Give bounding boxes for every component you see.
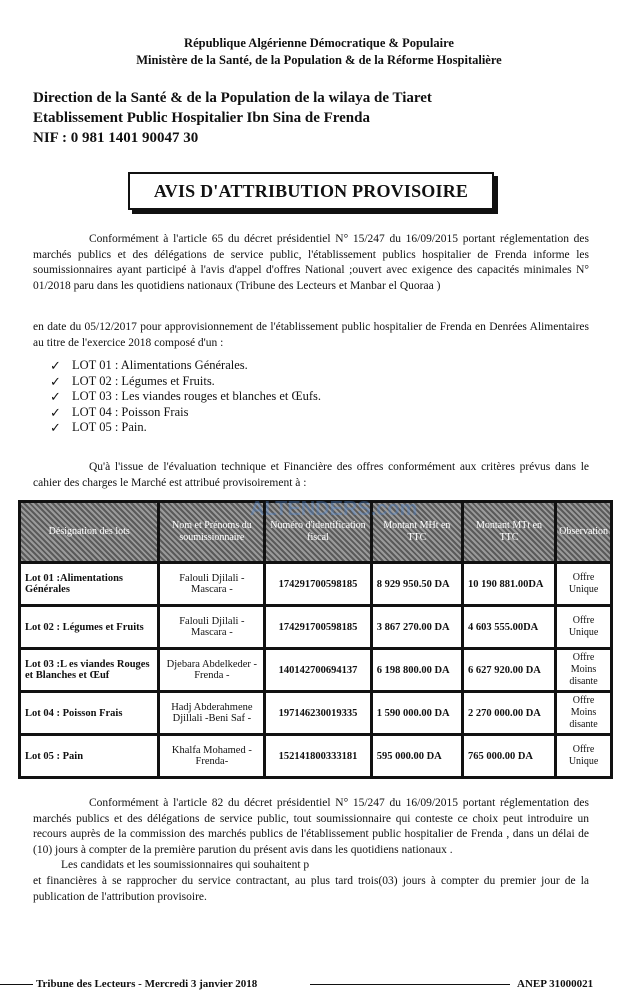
header-mht: Montant MHt en TTC xyxy=(373,503,461,561)
candidats-paragraph: Les candidats et les soumissionnaires qui souhaitent p xyxy=(61,859,310,871)
cell-observation: Offre Unique xyxy=(557,607,610,647)
table-row xyxy=(21,607,610,647)
table-row xyxy=(21,736,610,776)
header-observation: Observation xyxy=(557,503,610,561)
intro-paragraph xyxy=(33,232,589,294)
lot-item: ✓ LOT 01 : Alimentations Générales. xyxy=(50,358,248,373)
recours-paragraph: Conformément à l'article 82 du décret présidentiel N° 15/247 du 16/09/2015 portant réglementation des marchés publics et des délégations de service public, tout soumissionnaire qui conteste ce choix peut introduire un recours auprès de la commission des marchés publics de l'établissement public hospitalier de Frenda , dans un délai de (10) jours à compter de la première parution du présent avis dans les quotidiens nationaux . xyxy=(33,797,589,856)
header-nif: NIF : 0 981 1401 90047 30 xyxy=(33,130,199,146)
footer-rule-left xyxy=(0,984,34,985)
watermark: ALTENDERS.com xyxy=(250,498,418,520)
cell-mttc: 2 270 000.00 DA xyxy=(464,693,554,733)
cell-mht: 595 000.00 DA xyxy=(373,736,461,776)
cell-mht: 3 867 270.00 DA xyxy=(373,607,461,647)
intro-p1: Conformément à l'article 65 du décret présidentiel N° 15/247 du 16/09/2015 portant réglementation des marchés publics et des délégations de service public, l'établissement publics hospitalier de Frenda informe les soumissionnaires ayant participé à l'avis d'appel d'offres National ;ouvert avec exigence des capacités minimales N° 01/2018 paru dans les quotidiens nationaux (Tribune des Lecteurs et Manbar el Quoraa ) xyxy=(33,233,589,292)
cell-nom: Falouli Djilali - Mascara - xyxy=(160,607,263,647)
cell-nom: Falouli Djilali - Mascara - xyxy=(160,564,263,604)
cell-nom: Hadj Abderahmene Djillali -Beni Saf - xyxy=(160,693,263,733)
cell-designation: Lot 01 :Alimentations Générales xyxy=(21,564,157,604)
cell-observation: Offre Unique xyxy=(557,564,610,604)
evaluation-paragraph: Qu'à l'issue de l'évaluation technique et Financière des offres conformément aux critères prévus dans le cahier des charges le Marché est attribué provisoirement à : xyxy=(33,461,589,489)
table-row xyxy=(21,650,610,690)
lot-item: ✓ LOT 02 : Légumes et Fruits. xyxy=(50,373,215,389)
footer-publication: Tribune des Lecteurs - Mercredi 3 janvier 2018 xyxy=(33,978,260,990)
cell-mttc: 10 190 881.00DA xyxy=(464,564,554,604)
cell-mht: 8 929 950.50 DA xyxy=(373,564,461,604)
cell-nif: 197146230019335 xyxy=(266,693,369,733)
document-title: AVIS D'ATTRIBUTION PROVISOIRE xyxy=(128,172,494,210)
cell-nom: Djebara Abdelkeder -Frenda - xyxy=(160,650,263,690)
cell-nif: 140142700694137 xyxy=(266,650,369,690)
intro-p2: en date du 05/12/2017 pour approvisionnement de l'établissement public hospitalier de Frenda en Denrées Alimentaires au titre de l'exercice 2018 composé d'un : xyxy=(33,321,589,349)
cell-designation: Lot 04 : Poisson Frais xyxy=(21,693,157,733)
checkmark-icon: ✓ xyxy=(50,420,61,435)
header-direction: Direction de la Santé & de la Population de la wilaya de Tiaret xyxy=(33,90,432,106)
cell-observation: Offre Moins disante xyxy=(557,693,610,733)
checkmark-icon: ✓ xyxy=(50,389,61,404)
intro-paragraph-2 xyxy=(33,320,589,351)
header-etablissement: Etablissement Public Hospitalier Ibn Sina de Frenda xyxy=(33,110,370,126)
lots-list xyxy=(50,358,321,436)
cell-nif: 174291700598185 xyxy=(266,564,369,604)
cell-nom: Khalfa Mohamed -Frenda- xyxy=(160,736,263,776)
cell-mttc: 6 627 920.00 DA xyxy=(464,650,554,690)
lot-item: ✓ LOT 03 : Les viandes rouges et blanches et Œufs. xyxy=(50,389,322,404)
cell-mht: 1 590 000.00 DA xyxy=(373,693,461,733)
table-row xyxy=(21,564,610,604)
financieres-paragraph: et financières à se rapprocher du service contractant, au plus tard trois(03) jours à compter du premier jour de la publication de l'attribution provisoire. xyxy=(33,875,589,903)
lot-item: ✓ LOT 05 : Pain. xyxy=(50,420,147,435)
footer-rule-mid xyxy=(310,984,510,985)
header-designation: Désignation des lots xyxy=(21,503,157,561)
checkmark-icon: ✓ xyxy=(50,404,61,420)
header-ministry: Ministère de la Santé, de la Population & de la Réforme Hospitalière xyxy=(136,53,502,67)
cell-mttc: 765 000.00 DA xyxy=(464,736,554,776)
checkmark-icon: ✓ xyxy=(50,373,61,389)
cell-nif: 174291700598185 xyxy=(266,607,369,647)
cell-designation: Lot 03 :L es viandes Rouges et Blanches et Œuf xyxy=(21,650,157,690)
header-mttc: Montant MTt en TTC xyxy=(464,503,554,561)
header-republic: République Algérienne Démocratique & Populaire xyxy=(184,36,454,50)
cell-observation: Offre Moins disante xyxy=(557,650,610,690)
cell-observation: Offre Unique xyxy=(557,736,610,776)
cell-designation: Lot 02 : Légumes et Fruits xyxy=(21,607,157,647)
attribution-table xyxy=(18,500,613,779)
header-nom: Nom et Prénoms du soumissionnaire xyxy=(160,503,263,561)
cell-designation: Lot 05 : Pain xyxy=(21,736,157,776)
cell-mht: 6 198 800.00 DA xyxy=(373,650,461,690)
footer-anep: ANEP 31000021 xyxy=(514,978,596,990)
checkmark-icon: ✓ xyxy=(50,358,61,373)
lot-item: ✓ LOT 04 : Poisson Frais xyxy=(50,404,189,420)
cell-nif: 152141800333181 xyxy=(266,736,369,776)
cell-mttc: 4 603 555.00DA xyxy=(464,607,554,647)
header-nif: Numéro d'identification fiscal xyxy=(266,503,369,561)
table-row xyxy=(21,693,610,733)
